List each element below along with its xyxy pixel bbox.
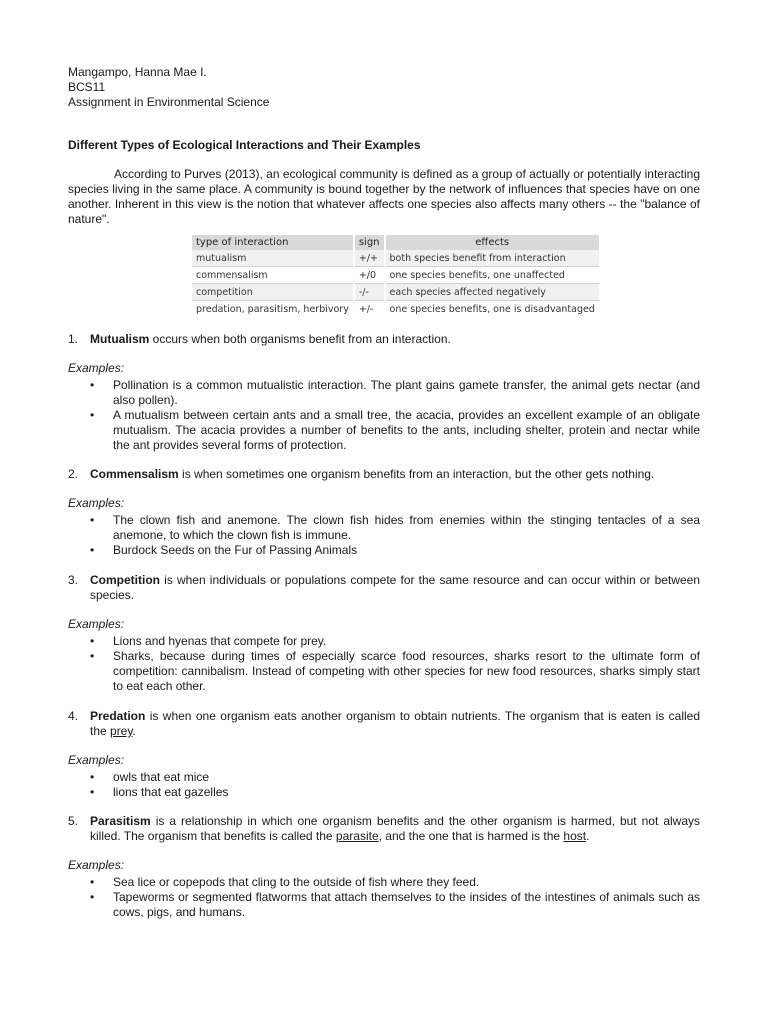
section-term: Competition [90,573,160,587]
section-number: 3. [68,573,79,587]
bullet-marker: • [90,634,95,648]
host-term: host [563,829,587,843]
prey-term: prey [110,724,133,738]
table-cell: one species benefits, one is disadvantaged [385,301,599,318]
col-header-sign: sign [354,235,385,250]
section-commensalism [68,467,700,558]
list-item: • Pollination is a common mutualistic interaction. The plant gains gamete transfer, the animal gets nectar (and also pollen). [90,378,700,407]
examples-label: Examples: [68,858,125,872]
examples-label: Examples: [68,753,125,767]
section-number: 2. [68,467,79,481]
section-number: 1. [68,332,79,346]
col-header-effects: effects [385,235,599,250]
list-item: • lions that eat gazelles [90,785,229,799]
section-term: Parasitism [90,814,151,828]
examples-list [68,770,700,800]
table-cell: predation, parasitism, herbivory [192,301,354,318]
bullet-marker: • [90,875,95,889]
examples-list [68,634,700,694]
examples-list [68,875,700,920]
section-predation [68,709,700,800]
list-item: • A mutualism between certain ants and a small tree, the acacia, provides an excellent example of an obligate mutualism. The acacia provides a number of benefits to the ants, including shelter, protein and nectar while the ant provides several forms of protection. [90,408,700,452]
bullet-marker: • [90,770,95,784]
section-term: Commensalism [90,467,179,481]
bullet-marker: • [90,543,95,557]
table-cell: +/- [354,301,385,318]
table-cell: both species benefit from interaction [385,250,599,267]
section-parasitism [68,814,700,920]
bullet-marker: • [90,890,95,904]
bullet-marker: • [90,649,95,663]
assignment-title: Assignment in Environmental Science [68,95,270,109]
examples-label: Examples: [68,361,125,375]
document-header [68,65,269,110]
list-item: • Sharks, because during times of especially scarce food resources, sharks resort to the ultimate form of competition: cannibalism. Instead of competing with other species for new food resources, sharks simply start to eat each other. [90,649,700,693]
table-cell: one species benefits, one unaffected [385,267,599,284]
author-name: Mangampo, Hanna Mae I. [68,65,207,79]
table-row [192,250,599,267]
examples-list [68,378,700,453]
section-definition: Competition is when individuals or populations compete for the same resource and can occur within or between species. [90,573,700,602]
interaction-table [192,235,599,317]
table-cell: +/+ [354,250,385,267]
class-code: BCS11 [68,80,106,94]
table-cell: commensalism [192,267,354,284]
parasite-term: parasite [335,829,379,843]
section-definition: Commensalism is when sometimes one organism benefits from an interaction, but the other gets nothing. [90,467,655,481]
list-item: • The clown fish and anemone. The clown fish hides from enemies within the stinging tentacles of a sea anemone, to which the clown fish is immune. [90,513,700,542]
bullet-marker: • [90,785,95,799]
bullet-marker: • [90,408,95,422]
bullet-marker: • [90,378,95,392]
table-row [192,301,599,318]
bullet-marker: • [90,513,95,527]
table-cell: mutualism [192,250,354,267]
intro-text: According to Purves (2013), an ecological community is defined as a group of actually or potentially interacting species living in the same place. A community is bound together by the network of influences that species have on one another. Inherent in this view is the notion that whatever affects one species also affects many others -- the "balance of nature". [68,167,700,226]
section-definition: Mutualism occurs when both organisms benefit from an interaction. [90,332,451,346]
table-cell: -/- [354,284,385,301]
section-definition: Parasitism is a relationship in which one organism benefits and the other organism is harmed, but not always killed. The organism that benefits is called the parasite, and the one that is harmed is the host. [90,814,700,843]
section-definition: Predation is when one organism eats another organism to obtain nutrients. The organism that is eaten is called the prey. [90,709,700,738]
section-mutualism [68,332,700,453]
list-item: • Sea lice or copepods that cling to the outside of fish where they feed. [90,875,480,889]
document-title: Different Types of Ecological Interactions and Their Examples [68,138,421,152]
section-number: 4. [68,709,79,723]
list-item: • owls that eat mice [90,770,210,784]
table-header-row [192,235,599,250]
section-term: Predation [90,709,146,723]
section-term: Mutualism [90,332,150,346]
examples-label: Examples: [68,496,125,510]
section-number: 5. [68,814,79,828]
examples-label: Examples: [68,617,125,631]
table-cell: each species affected negatively [385,284,599,301]
list-item: • Lions and hyenas that compete for prey. [90,634,327,648]
table-row [192,284,599,301]
col-header-type: type of interaction [192,235,354,250]
examples-list [68,513,700,558]
section-competition [68,573,700,694]
intro-paragraph [68,167,700,227]
list-item: • Burdock Seeds on the Fur of Passing Animals [90,543,358,557]
list-item: • Tapeworms or segmented flatworms that attach themselves to the insides of the intestines of animals such as cows, pigs, and humans. [90,890,700,919]
table-cell: competition [192,284,354,301]
table-cell: +/0 [354,267,385,284]
table-row [192,267,599,284]
